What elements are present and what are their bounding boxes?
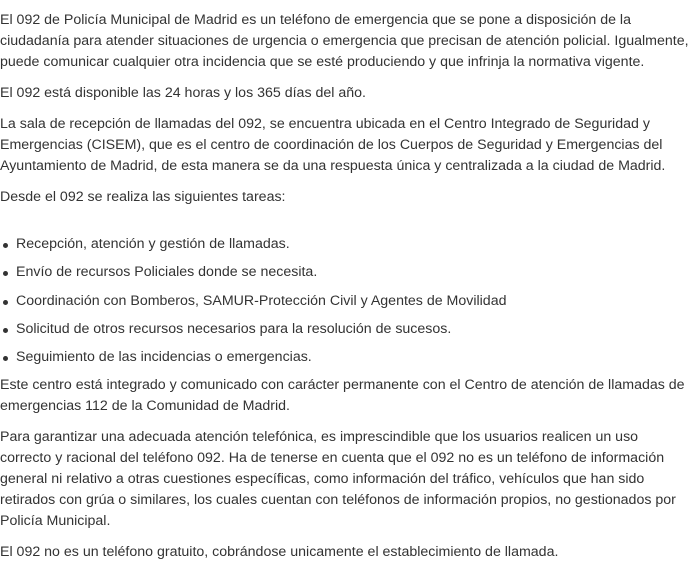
paragraph-cisem: La sala de recepción de llamadas del 092, se encuentra ubicada en el Centro Integrado de Seguridad y Emergencias (CISEM), que es el centro de coordinación de los Cuerpos de Seguridad y Emergencias del Ayuntamiento de Madrid, de esta manera se da una respuesta única y centralizada a la ciudad de Madrid.: [0, 116, 666, 174]
list-item: Envío de recursos Policiales donde se necesita.: [16, 262, 690, 283]
list-item: Seguimiento de las incidencias o emergencias.: [16, 347, 690, 368]
paragraph-tasks-intro: Desde el 092 se realiza las siguientes tareas:: [0, 189, 286, 205]
paragraph-cost-notice: El 092 no es un teléfono gratuito, cobrándose unicamente el establecimiento de llamada.: [0, 544, 559, 561]
list-item: Solicitud de otros recursos necesarios para la resolución de sucesos.: [16, 319, 690, 340]
paragraph-usage-guidance: Para garantizar una adecuada atención telefónica, es imprescindible que los usuarios realicen un uso correcto y racional del teléfono 092. Ha de tenerse en cuenta que el 092 no es un teléfono de información general ni relativo a otras cuestiones específicas, como información del tráfico, vehículos que han sido retirados con grúa o similares, los cuales cuentan con teléfonos de información propios, no gestionados por Policía Municipal.: [0, 429, 676, 530]
paragraph-availability: El 092 está disponible las 24 horas y los 365 días del año.: [0, 85, 366, 101]
list-item: Recepción, atención y gestión de llamadas.: [16, 234, 690, 255]
paragraph-intro-description: El 092 de Policía Municipal de Madrid es un teléfono de emergencia que se pone a disposición de la ciudadanía para atender situaciones de urgencia o emergencia que precisan de atención policial. Igualmente, puede comunicar cualquier otra incidencia que se esté produciendo y que infrinja la normativa vigente.: [0, 12, 689, 70]
tasks-list: [0, 234, 690, 368]
list-item: Coordinación con Bomberos, SAMUR-Protección Civil y Agentes de Movilidad: [16, 291, 690, 312]
paragraph-112-integration: Este centro está integrado y comunicado con carácter permanente con el Centro de atención de llamadas de emergencias 112 de la Comunidad de Madrid.: [0, 377, 685, 415]
